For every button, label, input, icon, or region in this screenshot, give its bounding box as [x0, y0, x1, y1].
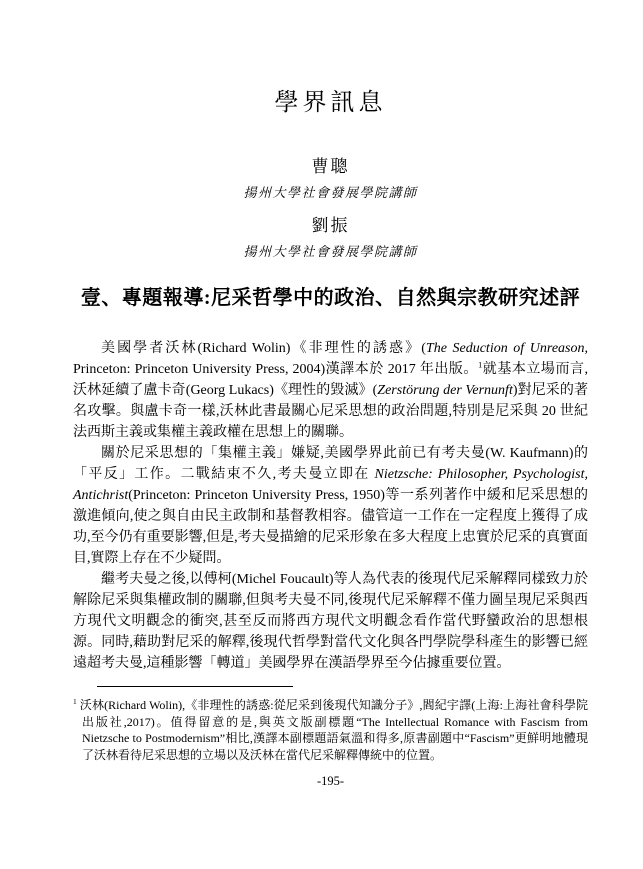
body-paragraph — [73, 443, 588, 569]
author-affiliation: 揚州大學社會發展學院講師 — [243, 244, 418, 259]
text-run: Princeton: Princeton University Press, 2004)漢譯本於 2017 年出版。 — [73, 362, 478, 377]
body-paragraph — [73, 569, 588, 674]
text-run: 沃林(Richard Wolin),《非理性的誘惑:從尼采到後現代知識分子》,閻紀宇譯(上海:上海社會科學院出版社,2017)。值得留意的是,與英文版副標題“The Intellectual Romance with Fascism from Nietzsche to Postmodernism”相比,漢譯本副標題語氣溫和得多,原書副題中“Fascism”更鮮明地體現了沃林看待尼采思想的立場以及沃林在當代尼采解釋傳統中的位置。 — [76, 698, 588, 762]
author-block — [73, 156, 588, 200]
author-affiliation: 揚州大學社會發展學院講師 — [243, 185, 418, 200]
italic-text-run: Nietzsche: Philosopher, Psychologist, Antichrist — [73, 467, 588, 503]
footnote-section — [73, 686, 588, 763]
body-paragraph — [73, 338, 588, 443]
footnote-reference: 1 — [477, 359, 483, 370]
footnote-divider — [97, 686, 293, 687]
text-run: )對尼采的著名攻擊。與盧卡奇一樣,沃林此書最關心尼采思想的政治問題,特別是尼采與 20 世紀法西斯主義或集權主義政權在思想上的關聯。 — [73, 383, 588, 440]
section-heading: 壹、專題報導:尼采哲學中的政治、自然與宗教研究述評 — [80, 287, 581, 309]
text-run: 就基本立場而言,沃林延續了盧卡奇(Georg Lukacs)《理性的毀滅》( — [73, 362, 588, 398]
author-block — [73, 215, 588, 259]
text-run: 關於尼采思想的「集權主義」嫌疑,美國學界此前已有考夫曼(W. Kaufmann)的「平反」工作。二戰結束不久,考夫曼立即在 — [73, 446, 588, 482]
footnote-reference: 1 — [73, 697, 77, 706]
footnote-text — [73, 697, 588, 763]
page-title: 學界訊息 — [274, 90, 387, 116]
article-body — [73, 338, 588, 674]
italic-text-run: The Seduction of Unreason, — [425, 341, 588, 356]
page-number: -195- — [316, 774, 345, 788]
italic-text-run: Zerstörung der Vernunft — [377, 383, 513, 398]
text-run: 美國學者沃林(Richard Wolin)《非理性的誘惑》( — [101, 341, 426, 356]
text-run: (Princeton: Princeton University Press, 1950)等一系列著作中緩和尼采思想的激進傾向,使之與自由民主政制和基督教相容。儘管這一工作在一定程度上獲得了成功,至今仍有重要影響,但是,考夫曼描繪的尼采形象在多大程度上忠實於尼采的真實面目,實際上存在不少疑問。 — [73, 488, 588, 566]
text-run: 繼考夫曼之後,以傅柯(Michel Foucault)等人為代表的後現代尼采解釋同樣致力於解除尼采與集權政制的關聯,但與考夫曼不同,後現代尼采解釋不僅力圖呈現尼采與西方現代文明觀念的衝突,甚至反而將西方現代文明觀念看作當代野蠻政治的思想根源。同時,藉助對尼采的解釋,後現代哲學對當代文化與各門學院學科產生的影響已經遠超考夫曼,這種影響「轉道」美國學界在漢語學界至今佔據重要位置。 — [73, 572, 588, 671]
author-name: 曹聰 — [311, 157, 350, 176]
author-name: 劉振 — [311, 216, 350, 235]
